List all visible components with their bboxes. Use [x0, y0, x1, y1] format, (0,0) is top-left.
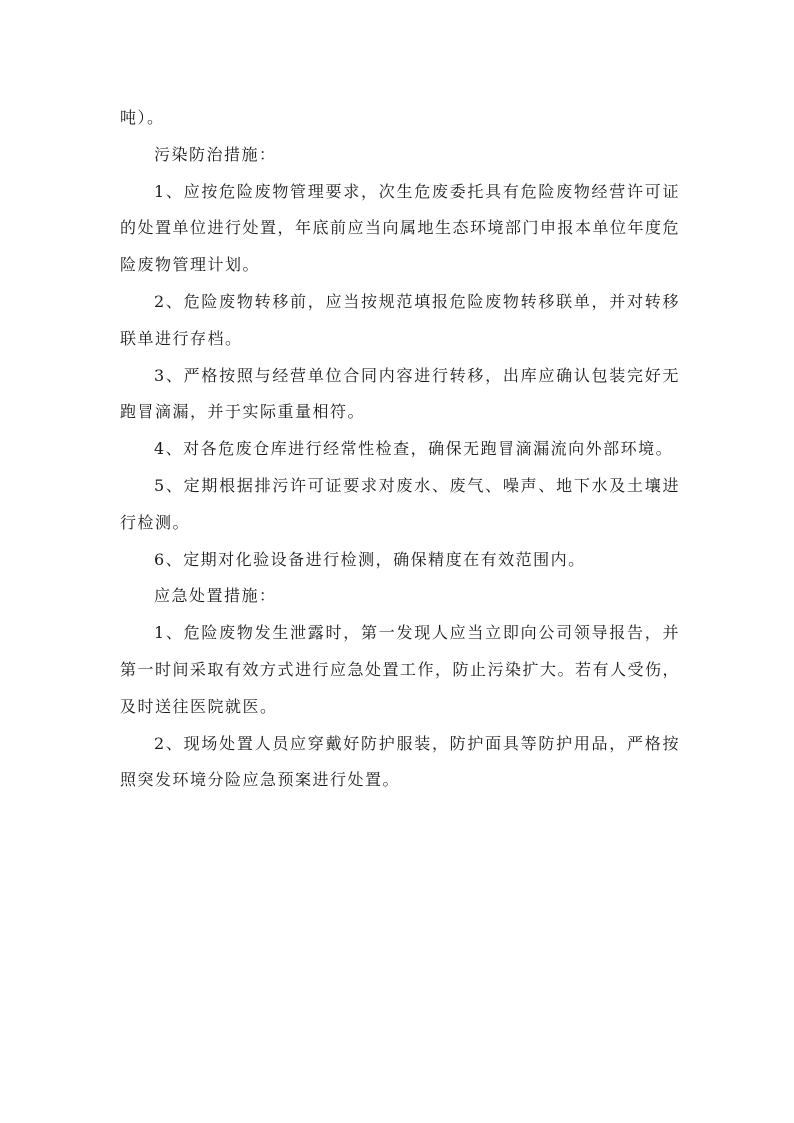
pollution-measure-3: 3、严格按照与经营单位合同内容进行转移，出库应确认包装完好无跑冒滴漏，并于实际重量相符。 — [120, 365, 680, 422]
heading-emergency-response: 应急处置措施： — [154, 586, 277, 606]
pollution-measure-5: 5、定期根据排污许可证要求对废水、废气、噪声、地下水及土壤进行检测。 — [120, 475, 680, 532]
pollution-measure-6: 6、定期对化验设备进行检测，确保精度在有效范围内。 — [154, 549, 586, 569]
paragraph-continuation: 吨）。 — [120, 108, 165, 127]
pollution-measure-1: 1、应按危险废物管理要求，次生危废委托具有危险废物经营许可证的处置单位进行处置，年底前应当向属地生态环境部门申报本单位年度危险废物管理计划。 — [120, 181, 681, 275]
heading-pollution-prevention: 污染防治措施： — [154, 144, 277, 164]
document-body — [120, 100, 680, 799]
emergency-measure-1: 1、危险废物发生泄露时，第一发现人应当立即向公司领导报告，并第一时间采取有效方式进行应急处置工作，防止污染扩大。若有人受伤，及时送往医院就医。 — [120, 623, 681, 716]
pollution-measure-2: 2、危险废物转移前，应当按规范填报危险废物转移联单，并对转移联单进行存档。 — [120, 291, 680, 348]
pollution-measure-4: 4、对各危废仓库进行经常性检查，确保无跑冒滴漏流向外部环境。 — [154, 439, 674, 459]
emergency-measure-2: 2、现场处置人员应穿戴好防护服装，防护面具等防护用品，严格按照突发环境分险应急预案进行处置。 — [120, 733, 680, 790]
